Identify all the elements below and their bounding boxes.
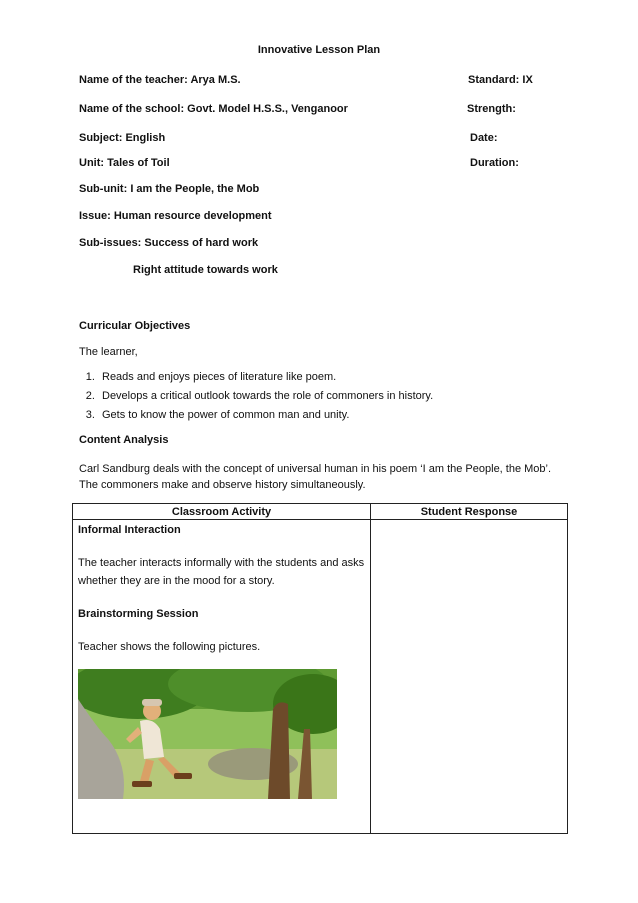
column-header-classroom-activity: Classroom Activity xyxy=(73,504,371,520)
duration: Duration: xyxy=(470,157,519,169)
objectives-heading: Curricular Objectives xyxy=(79,320,191,332)
objective-item: 3. Gets to know the power of common man and unity. xyxy=(98,406,433,425)
objectives-intro: The learner, xyxy=(79,346,138,358)
sub-unit: Sub-unit: I am the People, the Mob xyxy=(79,183,260,195)
teacher-name: Name of the teacher: Arya M.S. xyxy=(79,74,241,86)
objective-item: 2. Develops a critical outlook towards the role of commoners in history. xyxy=(98,387,433,406)
brainstorm-heading: Brainstorming Session xyxy=(78,608,199,620)
informal-line: whether they are in the mood for a story. xyxy=(78,575,275,587)
informal-heading: Informal Interaction xyxy=(78,524,181,536)
activity-table xyxy=(72,503,568,834)
informal-line: The teacher interacts informally with the students and asks xyxy=(78,557,365,569)
school-name: Name of the school: Govt. Model H.S.S., Venganoor xyxy=(79,103,348,115)
sub-issues: Sub-issues: Success of hard work xyxy=(79,237,259,249)
content-analysis-line: Carl Sandburg deals with the concept of universal human in his poem ‘I am the People, the Mob’. xyxy=(79,463,552,475)
subject: Subject: English xyxy=(79,132,166,144)
objectives-list xyxy=(80,368,433,425)
standard: Standard: IX xyxy=(468,74,533,86)
content-analysis-heading: Content Analysis xyxy=(79,434,169,446)
content-analysis-line: The commoners make and observe history simultaneously. xyxy=(79,479,366,491)
student-response-cell xyxy=(371,520,568,834)
man-pushing-tree-illustration xyxy=(78,669,337,799)
issue: Issue: Human resource development xyxy=(79,210,272,222)
objective-item: 1. Reads and enjoys pieces of literature like poem. xyxy=(98,368,433,387)
column-header-student-response: Student Response xyxy=(371,504,568,520)
sub-issue-second: Right attitude towards work xyxy=(133,264,278,276)
unit: Unit: Tales of Toil xyxy=(79,157,170,169)
content-analysis-text xyxy=(79,461,559,493)
date: Date: xyxy=(470,132,498,144)
brainstorm-text: Teacher shows the following pictures. xyxy=(78,641,261,653)
page-title: Innovative Lesson Plan xyxy=(257,44,381,56)
strength: Strength: xyxy=(467,103,516,115)
classroom-activity-cell xyxy=(73,520,371,834)
